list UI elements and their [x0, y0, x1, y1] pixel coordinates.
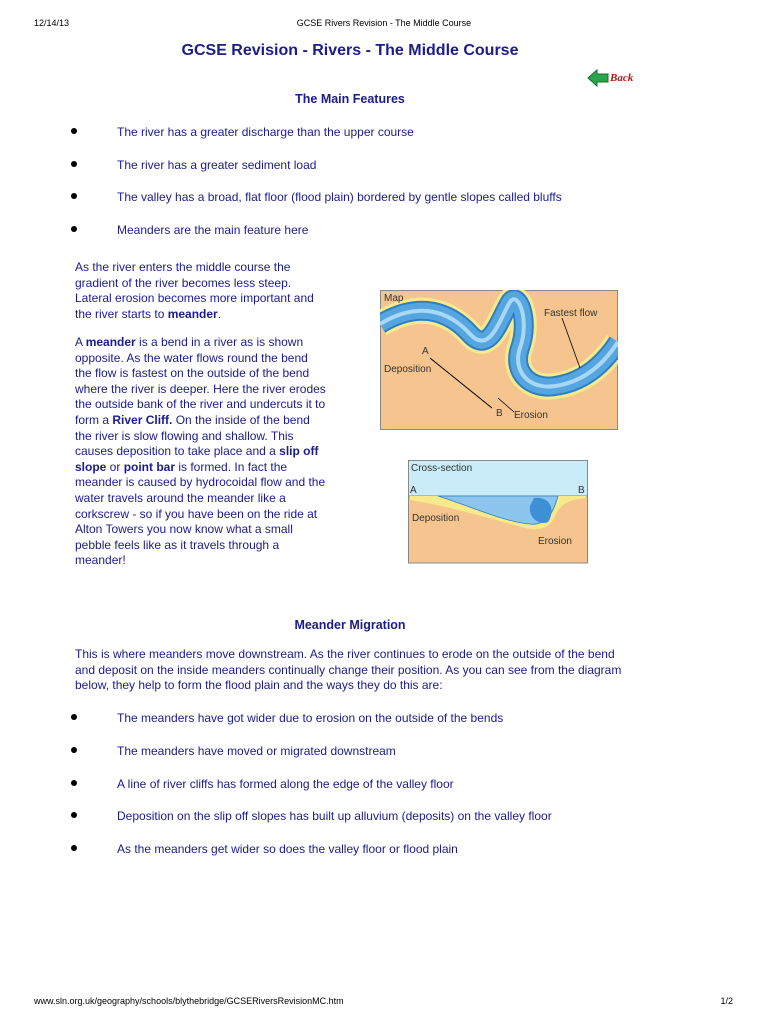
list-item: The meanders have got wider due to erosion on the outside of the bends — [0, 711, 768, 727]
list-item: Meanders are the main feature here — [0, 223, 768, 239]
intro-paragraph-1: As the river enters the middle course the gradient of the river becomes less steep. Lateral erosion becomes more important and the river starts to meander. — [75, 260, 314, 321]
map-deposition-label: Deposition — [384, 364, 432, 375]
cross-erosion-label: Erosion — [538, 536, 572, 547]
list-item: Deposition on the slip off slopes has built up alluvium (deposits) on the valley floor — [0, 809, 768, 825]
print-date: 12/14/13 — [34, 18, 70, 28]
print-header — [0, 18, 768, 32]
bullet-icon — [71, 161, 77, 167]
print-footer — [0, 996, 768, 1010]
meander-migration-heading: Meander Migration — [294, 618, 406, 632]
list-item: As the meanders get wider so does the valley floor or flood plain — [0, 842, 768, 858]
page-title: GCSE Revision - Rivers - The Middle Course — [181, 42, 519, 59]
cross-point-b: B — [578, 485, 585, 496]
list-item: The meanders have moved or migrated downstream — [0, 744, 768, 760]
map-erosion-label: Erosion — [514, 410, 548, 421]
print-page-number: 1/2 — [720, 996, 733, 1006]
back-label: Back — [610, 72, 634, 84]
cross-section-title: Cross-section — [411, 463, 473, 474]
migration-intro: This is where meanders move downstream. As the river continues to erode on the outside of the bend and deposit on the inside meanders continually change their position. As you can see from the diagram below, they help to form the flood plain and the ways they do this are: — [75, 647, 622, 693]
print-title: GCSE Rivers Revision - The Middle Course — [296, 18, 472, 28]
print-url[interactable]: www.sln.org.uk/geography/schools/blythebridge/GCSERiversRevisionMC.htm — [34, 996, 344, 1006]
map-fastest-flow-label: Fastest flow — [544, 308, 598, 319]
bullet-icon — [71, 128, 77, 134]
map-title: Map — [384, 293, 404, 304]
list-item: A line of river cliffs has formed along the edge of the valley floor — [0, 777, 768, 793]
main-features-heading: The Main Features — [295, 92, 405, 106]
list-item: The river has a greater sediment load — [0, 158, 768, 174]
list-item: The river has a greater discharge than the upper course — [0, 125, 768, 141]
bullet-icon — [71, 747, 77, 753]
meander-map-diagram — [380, 290, 618, 430]
cross-deposition-label: Deposition — [412, 513, 460, 524]
back-arrow-icon — [587, 69, 609, 87]
bullet-icon — [71, 226, 77, 232]
bullet-icon — [71, 812, 77, 818]
map-point-a: A — [422, 346, 429, 357]
cross-point-a: A — [410, 485, 417, 496]
bullet-icon — [71, 780, 77, 786]
bullet-icon — [71, 193, 77, 199]
list-item: The valley has a broad, flat floor (flood plain) bordered by gentle slopes called bluffs — [0, 190, 768, 206]
intro-paragraph-2: A meander is a bend in a river as is shown opposite. As the water flows round the bend the flow is fastest on the outside of the bend where the river is deeper. Here the river erodes the outside bank of the river and undercuts it to form a River Cliff. On the inside of the bend the river is slow flowing and shallow. This causes deposition to take place and a slip off slope or point bar is formed. In fact the meander is caused by hydrocoidal flow and the water travels around the meander like a corkscrew - so if you have been on the ride at Alton Towers you now know what a small pebble feels like as it travels through a meander! — [75, 335, 326, 568]
bullet-icon — [71, 845, 77, 851]
map-point-b: B — [496, 408, 503, 419]
cross-section-diagram — [408, 460, 588, 564]
bullet-icon — [71, 714, 77, 720]
back-button[interactable] — [587, 68, 657, 88]
